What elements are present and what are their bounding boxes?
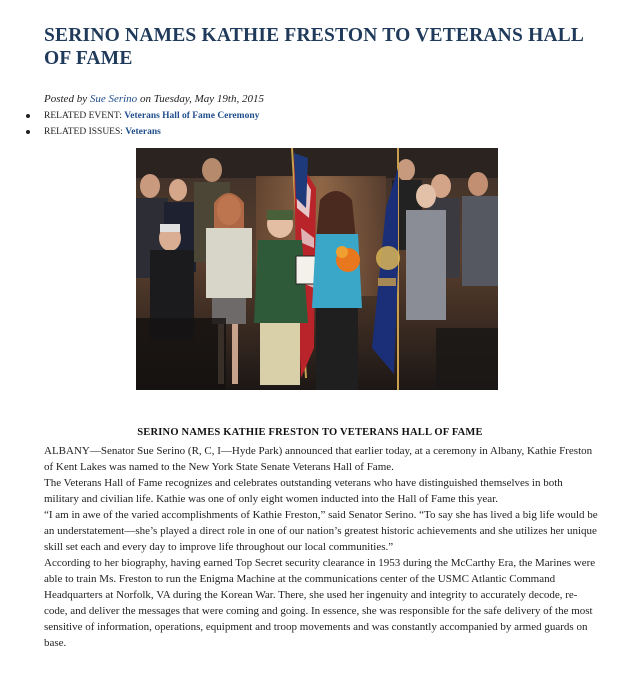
byline (44, 93, 264, 105)
article-paragraph: According to her biography, having earned Top Secret security clearance in 1953 during the McCarthy Era, the Marines were able to train Ms. Freston to run the Enigma Machine at the communications center of the USMC Atlantic Command Headquarters at Norfolk, VA during the Korean War. There, she used her ingenuity and integrity to accurately decode, re-code, and deliver the messages that were coming and going. In essence, she was responsible for the safe delivery of the most sensitive of information, operations, equipment and troop movements and was constantly accompanied by armed guards on base. (44, 557, 596, 649)
article-body (44, 443, 599, 651)
related-issues-item (26, 125, 259, 141)
related-event-label: RELATED EVENT: (44, 111, 125, 121)
photo-illustration (136, 148, 498, 390)
author-link[interactable]: Sue Serino (89, 93, 138, 105)
article-paragraph: The Veterans Hall of Fame recognizes and celebrates outstanding veterans who have distinguished themselves in both military and civilian life. Kathie was one of only eight women inducted into the Hall of Fame this year. (44, 477, 563, 505)
byline-date: on Tuesday, May 19th, 2015 (137, 93, 264, 105)
article-title: SERINO NAMES KATHIE FRESTON TO VETERANS HALL OF FAME (137, 427, 483, 438)
related-event-item (26, 109, 259, 125)
related-list (26, 109, 259, 141)
related-issues-label: RELATED ISSUES: (44, 127, 126, 137)
byline-prefix: Posted by (44, 93, 90, 105)
related-issues-link[interactable]: Veterans (125, 127, 161, 137)
article-paragraph: “I am in awe of the varied accomplishments of Kathie Freston,” said Senator Serino. “To say she has lived a big life would be an understatement—she’s played a direct role in one of our nation’s greatest historic achievements and she utilizes her unique skill set each and every day to improve life throughout our local communities.” (44, 509, 598, 553)
page-title: SERINO NAMES KATHIE FRESTON TO VETERANS HALL OF FAME (44, 25, 584, 69)
ceremony-photo (136, 148, 498, 390)
article-paragraph: ALBANY—Senator Sue Serino (R, C, I—Hyde Park) announced that earlier today, at a ceremony in Albany, Kathie Freston of Kent Lakes was named to the New York State Senate Veterans Hall of Fame. (44, 445, 593, 473)
related-event-link[interactable]: Veterans Hall of Fame Ceremony (124, 111, 260, 121)
